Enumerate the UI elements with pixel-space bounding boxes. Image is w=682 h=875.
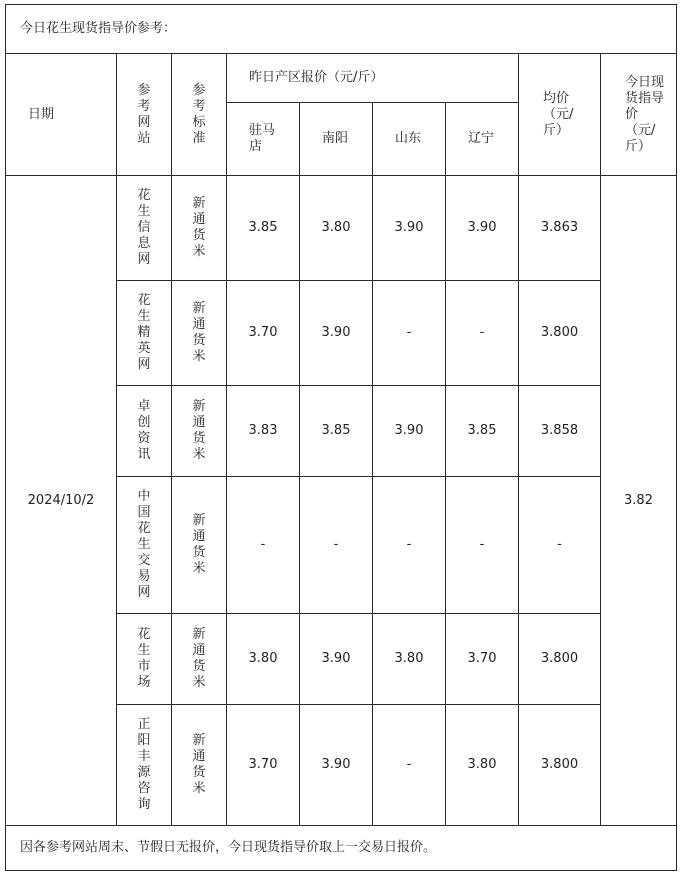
standard-cell — [172, 281, 227, 386]
standard-cell — [172, 477, 227, 614]
guide-price-cell: 3.82 — [601, 176, 677, 826]
average-cell: 3.858 — [519, 386, 601, 477]
region-header-shandong: 山东 — [373, 103, 446, 176]
price-cell: 3.80 — [446, 705, 519, 826]
note-row — [6, 826, 677, 871]
average-cell: 3.800 — [519, 705, 601, 826]
site-name: 花生精英网 — [137, 293, 151, 372]
standard-name: 新通货米 — [192, 196, 206, 259]
site-name: 卓创资讯 — [137, 399, 151, 462]
guide-header — [601, 54, 677, 176]
price-cell: 3.80 — [300, 176, 373, 281]
price-cell: 3.90 — [373, 176, 446, 281]
price-cell: 3.90 — [300, 705, 373, 826]
standard-cell — [172, 614, 227, 705]
price-table — [5, 4, 677, 871]
region-group-header: 昨日产区报价（元/斤） — [227, 54, 519, 103]
average-cell: - — [519, 477, 601, 614]
standard-name: 新通货米 — [192, 733, 206, 796]
price-cell: - — [373, 477, 446, 614]
standard-name: 新通货米 — [192, 627, 206, 690]
site-cell — [117, 477, 172, 614]
date-cell: 2024/10/2 — [6, 176, 117, 826]
price-cell: 3.85 — [446, 386, 519, 477]
average-header — [519, 54, 601, 176]
price-cell: 3.90 — [300, 614, 373, 705]
guide-header-text: 今日现货指导价（元/斤） — [625, 74, 665, 154]
price-cell: 3.85 — [227, 176, 300, 281]
header-row-1 — [6, 54, 677, 103]
region-header-zhumadian — [227, 103, 300, 176]
average-cell: 3.800 — [519, 614, 601, 705]
price-cell: 3.90 — [373, 386, 446, 477]
caption-row — [6, 5, 677, 54]
site-cell — [117, 176, 172, 281]
table-note: 因各参考网站周末、节假日无报价，今日现货指导价取上一交易日报价。 — [6, 826, 677, 871]
standard-cell — [172, 176, 227, 281]
site-cell — [117, 614, 172, 705]
price-cell: - — [227, 477, 300, 614]
average-header-text: 均价（元/斤） — [543, 90, 574, 138]
price-cell: - — [373, 281, 446, 386]
standard-name: 新通货米 — [192, 513, 206, 576]
table-caption: 今日花生现货指导价参考： — [6, 5, 677, 54]
region-header-liaoning: 辽宁 — [446, 103, 519, 176]
site-name: 中国花生交易网 — [137, 489, 151, 600]
site-header — [117, 54, 172, 176]
price-cell: 3.90 — [300, 281, 373, 386]
table-row — [6, 176, 677, 281]
price-cell: 3.85 — [300, 386, 373, 477]
standard-header — [172, 54, 227, 176]
site-header-text: 参考网站 — [137, 82, 151, 146]
price-cell: 3.80 — [373, 614, 446, 705]
price-cell: - — [446, 281, 519, 386]
site-cell — [117, 705, 172, 826]
region-header-zhumadian-text: 驻马店 — [249, 123, 276, 154]
price-cell: 3.70 — [446, 614, 519, 705]
site-cell — [117, 386, 172, 477]
price-cell: 3.90 — [446, 176, 519, 281]
price-cell: 3.83 — [227, 386, 300, 477]
site-name: 花生市场 — [137, 627, 151, 690]
region-header-nanyang: 南阳 — [300, 103, 373, 176]
date-header: 日期 — [6, 54, 117, 176]
standard-cell — [172, 705, 227, 826]
standard-cell — [172, 386, 227, 477]
site-cell — [117, 281, 172, 386]
price-cell: - — [300, 477, 373, 614]
price-cell: 3.80 — [227, 614, 300, 705]
price-cell: - — [446, 477, 519, 614]
site-name: 花生信息网 — [137, 188, 151, 267]
price-cell: 3.70 — [227, 705, 300, 826]
standard-name: 新通货米 — [192, 301, 206, 364]
price-cell: - — [373, 705, 446, 826]
average-cell: 3.863 — [519, 176, 601, 281]
average-cell: 3.800 — [519, 281, 601, 386]
site-name: 正阳丰源咨询 — [137, 717, 151, 812]
standard-header-text: 参考标准 — [192, 82, 206, 146]
standard-name: 新通货米 — [192, 399, 206, 462]
price-cell: 3.70 — [227, 281, 300, 386]
